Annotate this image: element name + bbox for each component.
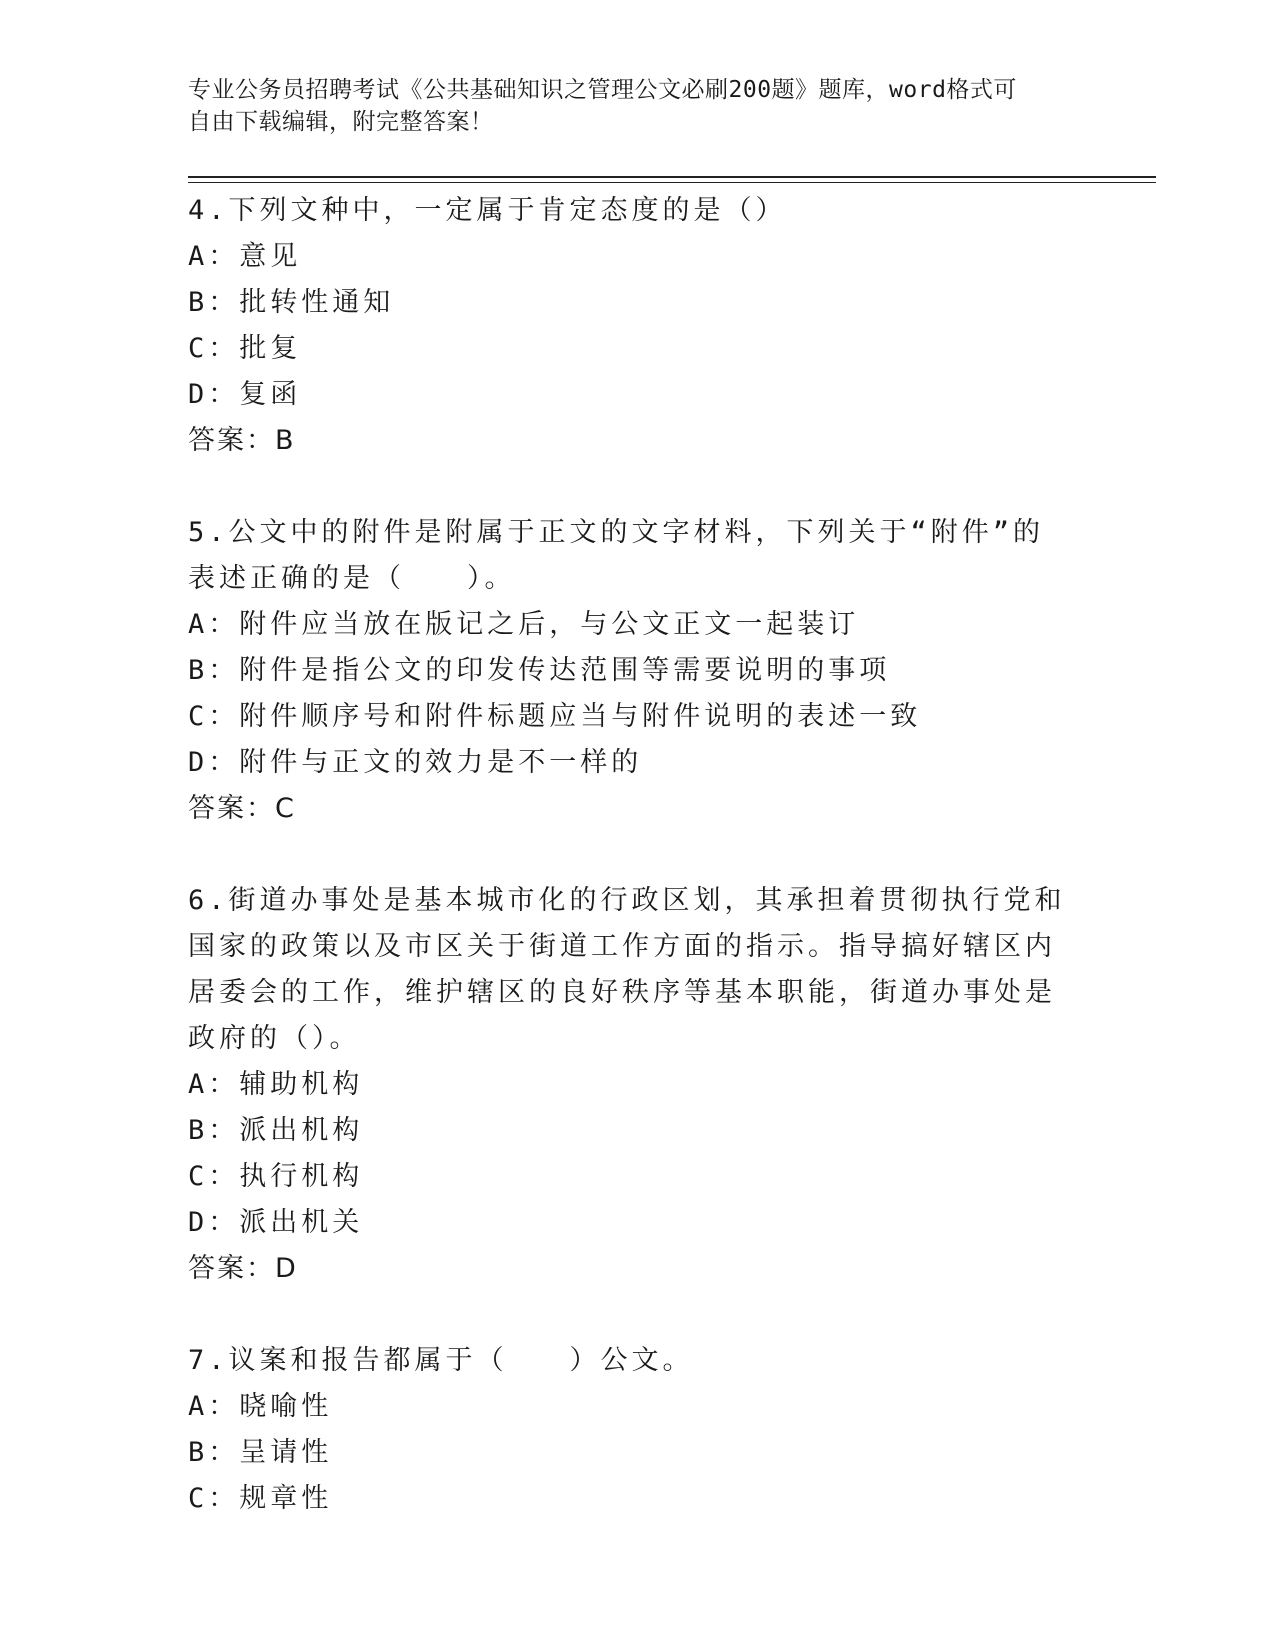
- option-d: D：派出机关: [188, 1207, 364, 1238]
- question-stem: 6.街道办事处是基本城市化的行政区划，其承担着贯彻执行党和国家的政策以及市区关于街道工作方面的指示。指导搞好辖区内居委会的工作，维护辖区的良好秩序等基本职能，街道办事处是政府的（）。: [188, 885, 1066, 1054]
- question-stem: 5.公文中的附件是附属于正文的文字材料，下列关于“附件”的表述正确的是（ ）。: [188, 517, 1045, 594]
- question-4: [188, 188, 1068, 464]
- header-line-1: 专业公务员招聘考试《公共基础知识之管理公文必刷200题》题库，word格式可: [188, 77, 1017, 103]
- option-b: B：批转性通知: [188, 287, 395, 318]
- option-c: C：附件顺序号和附件标题应当与附件说明的表述一致: [188, 701, 922, 732]
- header-divider-thin: [188, 182, 1156, 183]
- question-stem: 7.议案和报告都属于（ ）公文。: [188, 1345, 694, 1376]
- option-a: A：附件应当放在版记之后，与公文正文一起装订: [188, 609, 860, 640]
- option-d: D：复函: [188, 379, 302, 410]
- question-list: [188, 188, 1068, 1568]
- option-b: B：呈请性: [188, 1437, 333, 1468]
- option-a: A：辅助机构: [188, 1069, 364, 1100]
- option-a: A：意见: [188, 241, 302, 272]
- header-line-2: 自由下载编辑，附完整答案！: [188, 109, 494, 135]
- question-7: [188, 1338, 1068, 1522]
- option-c: C：规章性: [188, 1483, 333, 1514]
- option-b: B：附件是指公文的印发传达范围等需要说明的事项: [188, 655, 891, 686]
- question-stem: 4.下列文种中，一定属于肯定态度的是（）: [188, 195, 787, 226]
- header-divider-thick: [188, 176, 1156, 178]
- option-d: D：附件与正文的效力是不一样的: [188, 747, 643, 778]
- question-6: [188, 878, 1068, 1292]
- document-header: [188, 74, 1068, 138]
- answer-line: 答案：B: [188, 425, 296, 456]
- option-b: B：派出机构: [188, 1115, 364, 1146]
- question-5: [188, 510, 1068, 832]
- option-c: C：执行机构: [188, 1161, 364, 1192]
- answer-line: 答案：D: [188, 1253, 298, 1284]
- answer-line: 答案：C: [188, 793, 296, 824]
- option-a: A：晓喻性: [188, 1391, 333, 1422]
- option-c: C：批复: [188, 333, 302, 364]
